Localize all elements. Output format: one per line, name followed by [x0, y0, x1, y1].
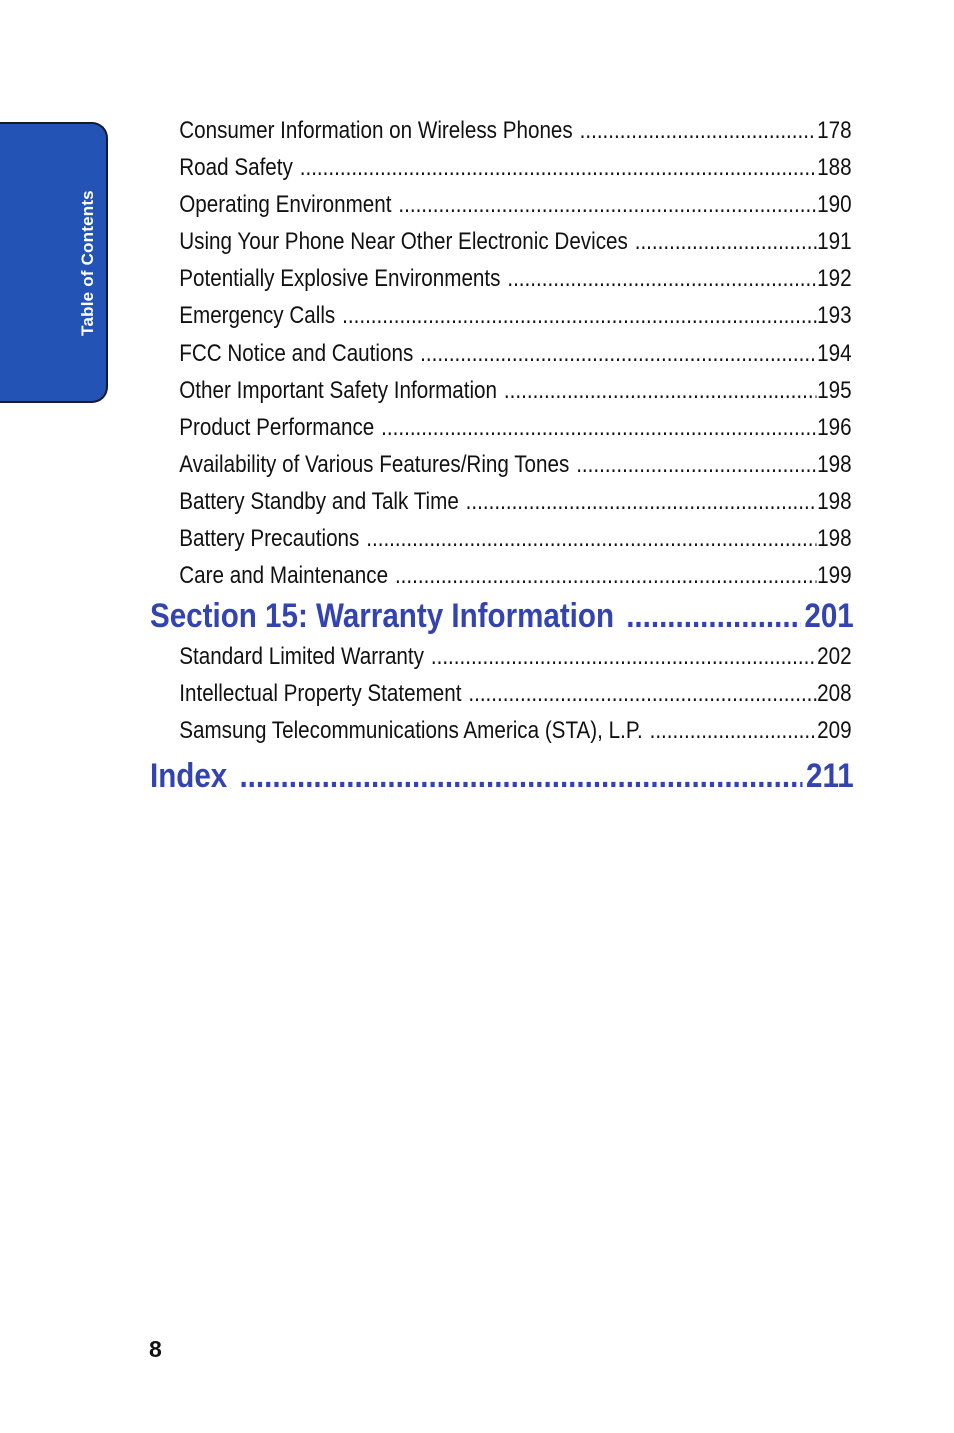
dot-leader: [466, 483, 817, 520]
toc-entry-title: Battery Precautions: [179, 525, 360, 553]
toc-entry-title: Potentially Explosive Environments: [179, 265, 501, 293]
dot-leader: [626, 594, 801, 638]
dot-leader: [580, 112, 817, 149]
toc-entry[interactable]: [150, 223, 854, 260]
toc-entry-title: Care and Maintenance: [179, 562, 389, 590]
dot-leader: [395, 557, 816, 594]
dot-leader: [300, 149, 817, 186]
toc-entry-page: 193: [817, 302, 852, 330]
toc-section-15[interactable]: [150, 594, 854, 638]
toc-entry-title: Product Performance: [179, 413, 375, 441]
dot-leader: [342, 297, 816, 334]
table-of-contents: [150, 112, 854, 798]
toc-entry[interactable]: [150, 112, 854, 149]
page-number: 8: [149, 1336, 162, 1362]
toc-entry-page: 198: [817, 450, 852, 478]
toc-entry[interactable]: [150, 409, 854, 446]
toc-entry-title: Battery Standby and Talk Time: [179, 487, 459, 515]
toc-entry-page: 208: [817, 680, 852, 708]
dot-leader: [635, 223, 817, 260]
section-title: Section 15: Warranty Information: [150, 597, 615, 636]
toc-entry-title: Road Safety: [179, 154, 293, 182]
toc-entry[interactable]: [150, 638, 854, 675]
dot-leader: [366, 520, 816, 557]
section-title: Index: [150, 756, 228, 795]
toc-entry-page: 198: [817, 525, 852, 553]
toc-entry-page: 192: [817, 265, 852, 293]
dot-leader: [239, 754, 802, 798]
toc-entry[interactable]: [150, 712, 854, 749]
toc-index[interactable]: [150, 754, 854, 798]
dot-leader: [431, 638, 816, 675]
toc-entry[interactable]: [150, 557, 854, 594]
toc-entry-title: Other Important Safety Information: [179, 376, 498, 404]
toc-entry[interactable]: [150, 335, 854, 372]
toc-entry[interactable]: [150, 483, 854, 520]
section-page: 201: [804, 597, 854, 636]
toc-entry-title: Using Your Phone Near Other Electronic Devices: [179, 228, 628, 256]
dot-leader: [398, 186, 816, 223]
toc-entry-page: 178: [817, 117, 852, 144]
toc-entry-page: 196: [817, 413, 852, 441]
dot-leader: [507, 260, 816, 297]
toc-group-safety: [150, 112, 854, 594]
toc-entry-page: 191: [817, 228, 852, 256]
dot-leader: [504, 372, 816, 409]
toc-entry-page: 188: [817, 154, 852, 182]
dot-leader: [650, 712, 817, 749]
dot-leader: [420, 335, 816, 372]
toc-entry[interactable]: [150, 675, 854, 712]
toc-entry-page: 198: [817, 487, 852, 515]
toc-group-warranty: [150, 638, 854, 749]
toc-entry-page: 209: [817, 717, 852, 745]
toc-entry[interactable]: [150, 260, 854, 297]
toc-entry-title: Operating Environment: [179, 191, 392, 219]
dot-leader: [468, 675, 816, 712]
toc-entry-title: Emergency Calls: [179, 302, 336, 330]
toc-entry-title: Intellectual Property Statement: [179, 680, 462, 708]
toc-entry-page: 195: [817, 376, 852, 404]
toc-entry-title: FCC Notice and Cautions: [179, 339, 414, 367]
toc-entry[interactable]: [150, 297, 854, 334]
toc-entry[interactable]: [150, 149, 854, 186]
toc-entry-page: 202: [817, 643, 852, 671]
toc-entry-title: Samsung Telecommunications America (STA), L.P.: [179, 717, 643, 745]
toc-entry-page: 194: [817, 339, 852, 367]
toc-entry-page: 190: [817, 191, 852, 219]
toc-entry[interactable]: [150, 446, 854, 483]
toc-entry-page: 199: [817, 562, 852, 590]
toc-entry-title: Standard Limited Warranty: [179, 643, 424, 671]
toc-entry[interactable]: [150, 520, 854, 557]
toc-entry-title: Consumer Information on Wireless Phones: [179, 117, 573, 144]
toc-entry[interactable]: [150, 372, 854, 409]
section-page: 211: [806, 756, 854, 795]
dot-leader: [576, 446, 816, 483]
toc-entry[interactable]: [150, 186, 854, 223]
side-tab-label: Table of Contents: [78, 190, 97, 336]
toc-entry-title: Availability of Various Features/Ring Tones: [179, 450, 570, 478]
dot-leader: [381, 409, 816, 446]
